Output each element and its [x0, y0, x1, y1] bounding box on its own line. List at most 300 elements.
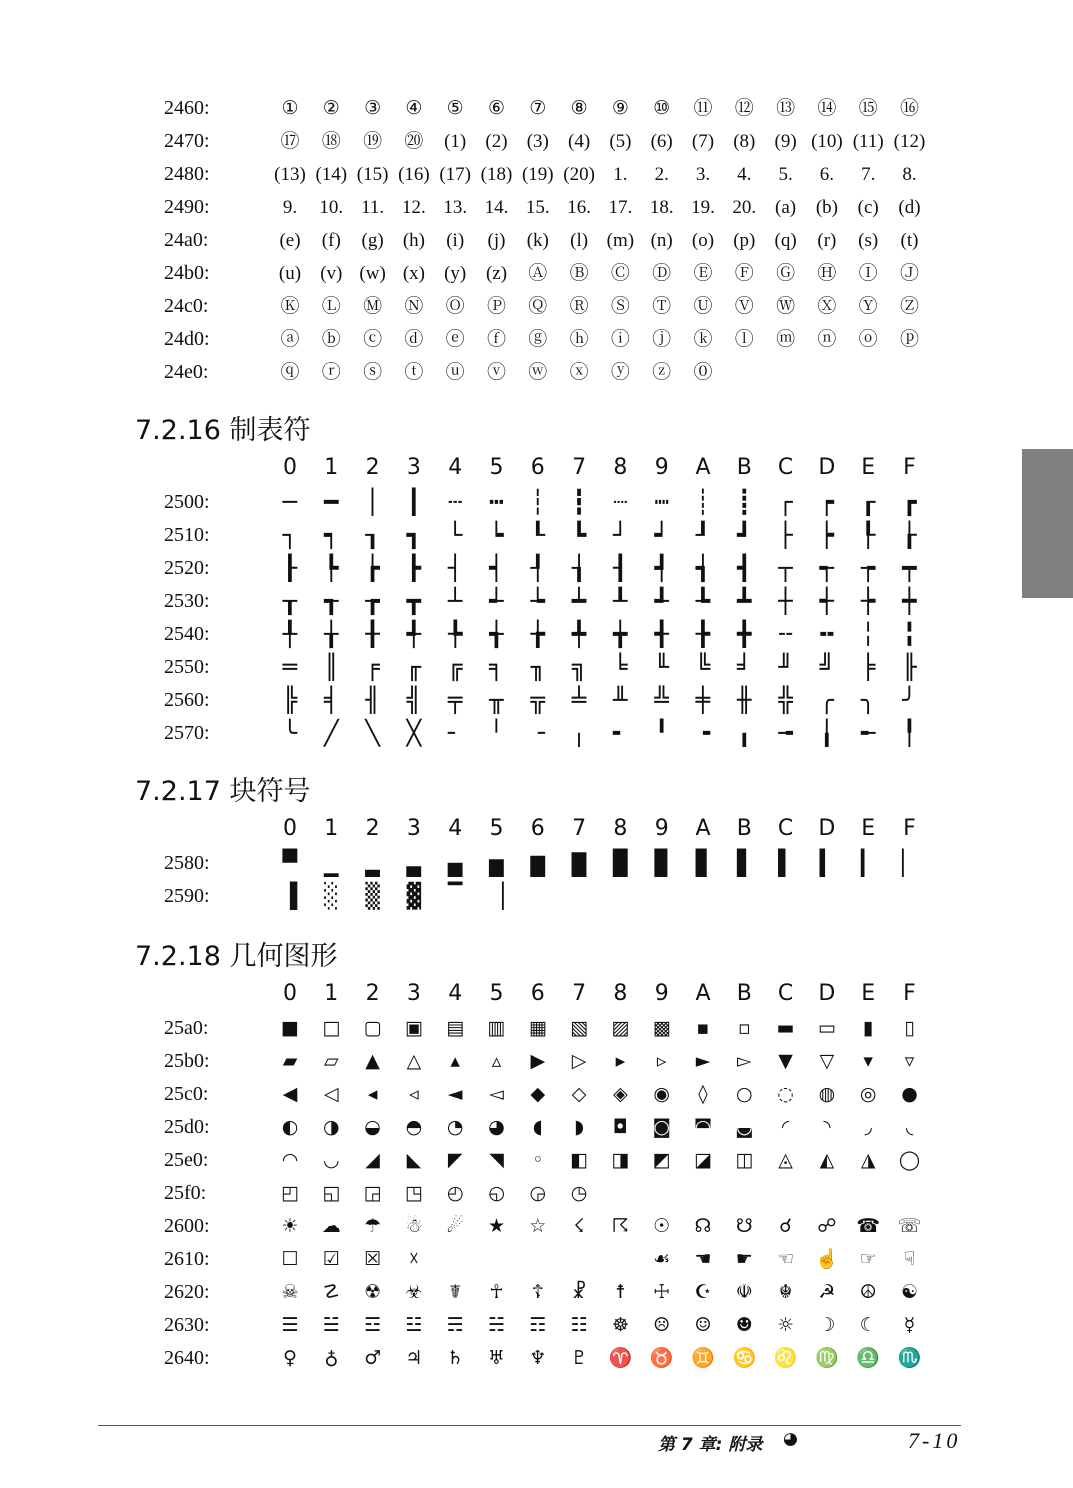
char-row: [0, 1243, 1073, 1276]
glyph-cell: ▆: [530, 849, 546, 877]
glyph-cell: ╙: [654, 653, 669, 681]
glyph-cell: ☣: [405, 1281, 423, 1303]
glyph-cell: ⑥: [487, 98, 506, 119]
char-row: [0, 1177, 1073, 1210]
char-row: [0, 1045, 1073, 1078]
column-header: B: [736, 981, 752, 1006]
glyph-cell: ◝: [823, 1116, 831, 1138]
glyph-cell: (1): [444, 131, 467, 152]
row-code-label: 2630:: [164, 1314, 210, 1336]
row-code-label: 24a0:: [164, 229, 209, 251]
glyph-cell: ☫: [735, 1281, 753, 1303]
glyph-cell: ▰: [282, 1050, 298, 1072]
char-row: [0, 125, 1073, 158]
glyph-cell: 7.: [861, 164, 876, 185]
glyph-cell: ▓: [406, 882, 422, 910]
glyph-cell: ┛: [737, 521, 752, 549]
glyph-cell: ◤: [447, 1149, 463, 1171]
glyph-cell: ⓢ: [363, 362, 383, 383]
column-header: F: [903, 816, 916, 841]
glyph-cell: ☎: [856, 1215, 881, 1237]
glyph-cell: ╄: [447, 620, 463, 648]
glyph-cell: ◁: [323, 1083, 339, 1105]
glyph-cell: ♌: [773, 1347, 798, 1369]
glyph-cell: ┤: [447, 554, 463, 582]
glyph-cell: ╉: [654, 620, 669, 648]
glyph-cell: ┡: [324, 554, 339, 582]
glyph-cell: ╌: [778, 620, 793, 648]
glyph-cell: ┽: [819, 587, 835, 615]
column-header: F: [903, 981, 916, 1006]
column-header: 8: [613, 816, 628, 841]
glyph-cell: ◅: [489, 1083, 504, 1105]
glyph-cell: ╧: [571, 686, 587, 714]
glyph-cell: ╬: [778, 686, 793, 714]
row-code-label: 25a0:: [164, 1017, 209, 1039]
glyph-cell: ▯: [904, 1017, 915, 1039]
char-row: [0, 1309, 1073, 1342]
char-row: [0, 1210, 1073, 1243]
glyph-cell: (3): [526, 131, 549, 152]
glyph-cell: ━: [324, 488, 339, 516]
glyph-cell: 12.: [402, 197, 426, 218]
column-header: F: [903, 455, 916, 480]
glyph-cell: ╍: [819, 620, 835, 648]
glyph-cell: ▁: [324, 849, 339, 877]
row-code-label: 24e0:: [164, 361, 209, 383]
glyph-cell: ▍: [819, 849, 835, 877]
glyph-cell: ☓: [408, 1248, 419, 1270]
glyph-cell: Ⓒ: [610, 263, 630, 284]
glyph-cell: ◀: [282, 1083, 298, 1105]
glyph-cell: ◭: [819, 1149, 835, 1171]
glyph-cell: ▏: [902, 849, 917, 877]
glyph-cell: ☁: [321, 1215, 341, 1237]
glyph-cell: ⓑ: [321, 329, 341, 350]
glyph-cell: ╳: [406, 719, 422, 747]
glyph-cell: ┰: [282, 587, 298, 615]
glyph-cell: ☂: [364, 1215, 382, 1237]
column-header: D: [818, 455, 836, 480]
glyph-cell: ☱: [322, 1314, 340, 1336]
glyph-cell: ▱: [323, 1050, 339, 1072]
column-header: C: [777, 816, 794, 841]
glyph-cell: ▣: [404, 1017, 423, 1039]
glyph-cell: ☿: [903, 1314, 916, 1336]
column-header: D: [818, 816, 836, 841]
glyph-cell: ⓠ: [280, 362, 300, 383]
glyph-cell: ♀: [283, 1347, 297, 1369]
column-header: 4: [448, 455, 463, 480]
glyph-cell: ▒: [365, 882, 380, 910]
glyph-cell: (h): [402, 230, 425, 251]
glyph-cell: ▂: [365, 849, 380, 877]
glyph-cell: ▉: [654, 849, 669, 877]
column-header: 6: [530, 816, 545, 841]
column-header: 3: [406, 981, 421, 1006]
glyph-cell: ▭: [817, 1017, 836, 1039]
glyph-cell: ┏: [902, 488, 917, 516]
glyph-cell: ◟: [905, 1116, 914, 1138]
glyph-cell: ♃: [405, 1347, 423, 1369]
glyph-cell: ┱: [324, 587, 339, 615]
glyph-cell: ╵: [489, 719, 504, 747]
glyph-cell: Ⓦ: [776, 296, 796, 317]
glyph-cell: ┆: [530, 488, 546, 516]
glyph-cell: ▎: [860, 849, 876, 877]
glyph-cell: ⑱: [321, 131, 341, 152]
glyph-cell: ◚: [693, 1116, 713, 1138]
glyph-cell: ╗: [571, 653, 587, 681]
glyph-cell: ♇: [570, 1347, 588, 1369]
glyph-cell: Ⓨ: [858, 296, 878, 317]
glyph-cell: ☆: [529, 1215, 547, 1237]
glyph-cell: (12): [893, 131, 926, 152]
column-header: 4: [448, 816, 463, 841]
column-header: 7: [572, 981, 587, 1006]
glyph-cell: ☝: [815, 1248, 839, 1270]
glyph-cell: ╪: [695, 686, 711, 714]
glyph-cell: ⓪: [693, 362, 713, 383]
glyph-cell: ⓐ: [280, 329, 300, 350]
glyph-cell: 11.: [361, 197, 385, 218]
char-row: [0, 618, 1073, 651]
glyph-cell: █: [613, 849, 628, 877]
glyph-cell: ║: [324, 653, 339, 681]
glyph-cell: ┓: [406, 521, 422, 549]
glyph-cell: ╀: [282, 620, 298, 648]
glyph-cell: ⑦: [529, 98, 547, 119]
column-header: A: [695, 816, 711, 841]
glyph-cell: (6): [650, 131, 673, 152]
column-header: B: [736, 816, 752, 841]
glyph-cell: ╊: [695, 620, 711, 648]
glyph-cell: 8.: [902, 164, 917, 185]
glyph-cell: ⓒ: [363, 329, 383, 350]
column-header: 5: [489, 981, 504, 1006]
glyph-cell: ●: [901, 1083, 918, 1105]
glyph-cell: Ⓞ: [445, 296, 465, 317]
glyph-cell: (z): [485, 263, 508, 284]
glyph-cell: ▐: [282, 882, 298, 910]
glyph-cell: ◈: [613, 1083, 628, 1105]
glyph-cell: 13.: [443, 197, 468, 218]
glyph-cell: ╔: [447, 653, 463, 681]
glyph-cell: └: [447, 521, 463, 549]
row-code-label: 25c0:: [164, 1083, 209, 1105]
glyph-cell: 3.: [695, 164, 711, 185]
glyph-cell: ⓝ: [817, 329, 837, 350]
row-code-label: 25b0:: [164, 1050, 210, 1072]
glyph-cell: (r): [817, 230, 837, 251]
glyph-cell: 9.: [282, 197, 298, 218]
glyph-cell: (19): [521, 164, 554, 185]
glyph-cell: ◶: [529, 1182, 547, 1204]
glyph-cell: (d): [898, 197, 921, 218]
glyph-cell: ░: [324, 882, 339, 910]
glyph-cell: ▇: [571, 849, 587, 877]
glyph-cell: ╴: [447, 719, 463, 747]
enclosed-alphanumerics-table: [0, 92, 1073, 389]
glyph-cell: (20): [563, 164, 595, 185]
column-header: 6: [530, 455, 545, 480]
glyph-cell: ╥: [489, 686, 504, 714]
glyph-cell: (4): [568, 131, 591, 152]
glyph-cell: ⑳: [404, 131, 424, 152]
glyph-cell: Ⓗ: [817, 263, 837, 284]
row-code-label: 2460:: [164, 97, 210, 119]
glyph-cell: ★: [487, 1215, 506, 1237]
glyph-cell: ▃: [406, 849, 422, 877]
column-header: 8: [613, 981, 628, 1006]
char-row: [0, 1342, 1073, 1375]
glyph-cell: ┗: [571, 521, 587, 549]
column-header: 8: [613, 455, 628, 480]
glyph-cell: 4.: [737, 164, 752, 185]
glyph-cell: 17.: [608, 197, 633, 218]
row-code-label: 2520:: [164, 557, 210, 579]
glyph-cell: ☢: [364, 1281, 382, 1303]
row-code-label: 24c0:: [164, 295, 209, 317]
glyph-cell: ⑩: [653, 98, 671, 119]
glyph-cell: Ⓘ: [858, 263, 878, 284]
glyph-cell: ▴: [450, 1050, 460, 1072]
glyph-cell: ┼: [778, 587, 793, 615]
glyph-cell: ╺: [695, 719, 711, 747]
column-header-row: [0, 976, 1073, 1012]
glyph-cell: ⓩ: [652, 362, 672, 383]
glyph-cell: ╛: [737, 653, 752, 681]
glyph-cell: ◢: [365, 1149, 380, 1171]
glyph-cell: ☤: [448, 1281, 462, 1303]
glyph-cell: (9): [774, 131, 797, 152]
glyph-cell: ☯: [900, 1281, 919, 1303]
char-row: [0, 880, 1073, 913]
row-code-label: 24b0:: [164, 262, 210, 284]
glyph-cell: (m): [606, 230, 635, 251]
char-row: [0, 158, 1073, 191]
char-row: [0, 257, 1073, 290]
char-row: [0, 1078, 1073, 1111]
glyph-cell: ③: [364, 98, 382, 119]
glyph-cell: ♊: [691, 1347, 715, 1369]
char-row: [0, 684, 1073, 717]
glyph-cell: ▫: [737, 1017, 751, 1039]
glyph-cell: ╋: [737, 620, 752, 648]
glyph-cell: ┲: [365, 587, 380, 615]
glyph-cell: 5.: [778, 164, 793, 185]
glyph-cell: ╈: [613, 620, 628, 648]
glyph-cell: ①: [281, 98, 299, 119]
row-code-label: 2480:: [164, 163, 210, 185]
glyph-cell: ╏: [902, 620, 917, 648]
glyph-cell: ◫: [735, 1149, 754, 1171]
glyph-cell: ☶: [529, 1314, 547, 1336]
glyph-cell: ⑯: [899, 98, 919, 119]
glyph-cell: ⓡ: [321, 362, 341, 383]
glyph-cell: ┘: [613, 521, 628, 549]
glyph-cell: 16.: [567, 197, 591, 218]
glyph-cell: ☳: [405, 1314, 423, 1336]
row-code-label: 2470:: [164, 130, 210, 152]
column-header: D: [818, 981, 836, 1006]
glyph-cell: ☋: [735, 1215, 753, 1237]
column-header: 2: [365, 816, 380, 841]
glyph-cell: ┨: [613, 554, 628, 582]
glyph-cell: ☐: [281, 1248, 299, 1270]
glyph-cell: ╹: [654, 719, 669, 747]
glyph-cell: ◇: [571, 1083, 587, 1105]
glyph-cell: ▅: [489, 849, 504, 877]
glyph-cell: ╣: [406, 686, 422, 714]
glyph-cell: ◒: [364, 1116, 381, 1138]
column-header: 5: [489, 816, 504, 841]
glyph-cell: (l): [570, 230, 589, 251]
row-code-label: 2510:: [164, 524, 210, 546]
column-header: 9: [654, 981, 669, 1006]
glyph-cell: ╜: [778, 653, 793, 681]
char-row: [0, 356, 1073, 389]
column-header: 7: [572, 455, 587, 480]
glyph-cell: Ⓟ: [486, 296, 506, 317]
glyph-cell: ▮: [862, 1017, 874, 1039]
glyph-cell: ╆: [530, 620, 546, 648]
row-code-label: 2500:: [164, 491, 210, 513]
glyph-cell: ┙: [654, 521, 669, 549]
glyph-cell: ▶: [530, 1050, 546, 1072]
column-header-row: [0, 811, 1073, 847]
glyph-cell: ▨: [611, 1017, 630, 1039]
glyph-cell: ♎: [856, 1347, 881, 1369]
glyph-cell: ☮: [859, 1281, 877, 1303]
glyph-cell: ☃: [405, 1215, 423, 1237]
glyph-cell: ☦: [531, 1281, 544, 1303]
glyph-cell: ⑰: [280, 131, 300, 152]
glyph-cell: 15.: [525, 197, 550, 218]
column-header: 0: [283, 455, 297, 480]
glyph-cell: Ⓢ: [610, 296, 630, 317]
glyph-cell: (16): [398, 164, 430, 185]
glyph-cell: ☨: [615, 1281, 626, 1303]
glyph-cell: Ⓖ: [776, 263, 796, 284]
glyph-cell: Ⓥ: [734, 296, 754, 317]
char-row: [0, 290, 1073, 323]
char-row: [0, 92, 1073, 125]
glyph-cell: Ⓜ: [363, 296, 383, 317]
glyph-cell: Ⓡ: [569, 296, 589, 317]
glyph-cell: (t): [900, 230, 919, 251]
glyph-cell: ▋: [737, 849, 752, 877]
glyph-cell: ╎: [860, 620, 876, 648]
char-row: [0, 651, 1073, 684]
glyph-cell: ◐: [281, 1116, 299, 1138]
glyph-cell: ╞: [860, 653, 876, 681]
footer-page-number: 7-10: [908, 1428, 961, 1453]
glyph-cell: 1.: [613, 164, 628, 185]
column-header: 2: [365, 455, 380, 480]
column-header: C: [777, 455, 794, 480]
glyph-cell: ☌: [779, 1215, 792, 1237]
row-code-label: 25d0:: [164, 1116, 210, 1138]
glyph-cell: ⑪: [693, 98, 713, 119]
glyph-cell: 6.: [819, 164, 835, 185]
glyph-cell: 18.: [649, 197, 674, 218]
glyph-cell: ◥: [489, 1149, 504, 1171]
chapter-thumb-tab: [1022, 449, 1073, 598]
column-header: E: [861, 455, 876, 480]
glyph-cell: ☴: [446, 1314, 464, 1336]
glyph-cell: Ⓐ: [528, 263, 548, 284]
glyph-cell: ┦: [530, 554, 546, 582]
char-row: [0, 1012, 1073, 1045]
glyph-cell: Ⓤ: [693, 296, 713, 317]
glyph-cell: ⓛ: [734, 329, 754, 350]
glyph-cell: Ⓓ: [652, 263, 672, 284]
glyph-cell: ┭: [819, 554, 835, 582]
glyph-cell: ╦: [530, 686, 546, 714]
glyph-cell: ┒: [365, 521, 380, 549]
glyph-cell: ┹: [654, 587, 669, 615]
glyph-cell: ◩: [652, 1149, 671, 1171]
geometric-shapes-table: [0, 976, 1073, 1375]
glyph-cell: ╒: [365, 653, 380, 681]
glyph-cell: ╸: [613, 719, 628, 747]
glyph-cell: ◪: [694, 1149, 712, 1171]
glyph-cell: Ⓛ: [321, 296, 341, 317]
glyph-cell: ┐: [282, 521, 298, 549]
glyph-cell: (7): [691, 131, 715, 152]
glyph-cell: ☜: [777, 1248, 795, 1270]
char-row: [0, 585, 1073, 618]
glyph-cell: ▷: [571, 1050, 587, 1072]
glyph-cell: ☠: [281, 1281, 299, 1303]
glyph-cell: Ⓔ: [693, 263, 713, 284]
row-code-label: 25e0:: [164, 1149, 209, 1171]
glyph-cell: ╩: [654, 686, 669, 714]
column-header: 5: [489, 455, 504, 480]
glyph-cell: ②: [322, 98, 340, 119]
glyph-cell: ▪: [696, 1017, 710, 1039]
glyph-cell: ⓦ: [528, 362, 548, 383]
glyph-cell: ╾: [860, 719, 876, 747]
glyph-cell: ☉: [653, 1215, 671, 1237]
glyph-cell: ▻: [736, 1050, 752, 1072]
glyph-cell: ⑤: [446, 98, 464, 119]
glyph-cell: ┉: [654, 488, 669, 516]
glyph-cell: ┈: [613, 488, 628, 516]
glyph-cell: ◲: [363, 1182, 382, 1204]
char-row: [0, 1111, 1073, 1144]
column-header: 9: [654, 816, 669, 841]
glyph-cell: ☲: [364, 1314, 382, 1336]
glyph-cell: ◛: [735, 1116, 754, 1138]
column-header: 1: [324, 455, 339, 480]
row-code-label: 24d0:: [164, 328, 210, 350]
glyph-cell: ◮: [860, 1149, 876, 1171]
glyph-cell: ╝: [819, 653, 835, 681]
glyph-cell: ▀: [282, 849, 298, 877]
footer-rule: [98, 1425, 961, 1426]
glyph-cell: ╤: [447, 686, 463, 714]
glyph-cell: ┋: [737, 488, 752, 516]
glyph-cell: (18): [480, 164, 513, 185]
glyph-cell: ▔: [447, 882, 463, 910]
glyph-cell: ┢: [365, 554, 380, 582]
column-header: 0: [283, 816, 297, 841]
glyph-cell: ⑨: [611, 98, 629, 119]
column-header: 4: [448, 981, 463, 1006]
glyph-cell: ◣: [406, 1149, 422, 1171]
